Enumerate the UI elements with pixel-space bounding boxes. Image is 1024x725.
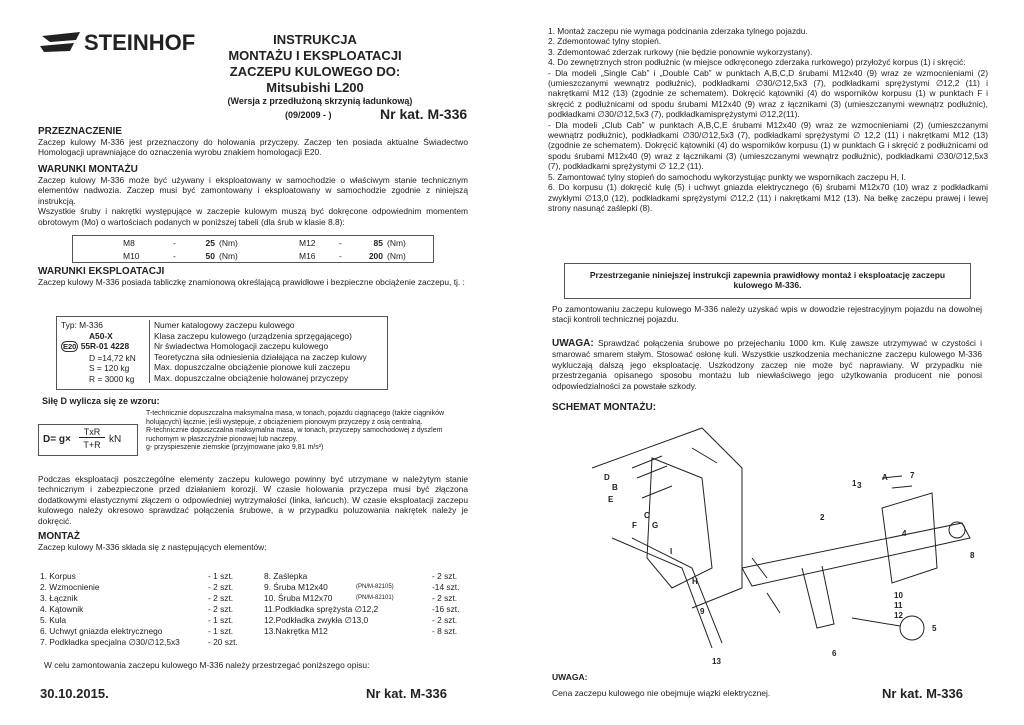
uwaga-label: UWAGA: bbox=[552, 338, 594, 349]
section-heading: WARUNKI MONTAŻU bbox=[38, 164, 138, 175]
formula-definitions bbox=[146, 410, 466, 453]
torque-dash: - bbox=[173, 237, 176, 248]
section-warunki-montazu bbox=[38, 164, 468, 227]
diagram-labels bbox=[604, 471, 975, 666]
part-item: 5. Kula - 1 szt. bbox=[40, 615, 234, 625]
torque-unit: (Nm) bbox=[219, 237, 238, 248]
title-line: ZACZEPU KULOWEGO DO: bbox=[229, 64, 401, 79]
torque-bolt: M8 bbox=[123, 237, 135, 248]
torque-bolt: M12 bbox=[299, 237, 316, 248]
step: - Dla modeli „Club Cab” w punktach A,B,C,E śrubami M12x40 (9) wraz ze wzmocnieniami (2) (umieszczanymi wewnątrz podłużnic), podkładkami ∅30/∅12,5x3 (7), podkładkami sprężystymi ∅ 12,2 (11) i nakrętkami M12 (13) (zgodnie ze schematem). Dokręcić kątowniki (4) do wsporników korpusu (1) w punktach G i skręcić z podłużnicami od spodu śrubami M12x40 (9) wraz z łącznikami (3) (umieszczanymi wewnątrz podłużnic), podkładkami ∅30/∅12,5x3 (7), podkładkami sprężystymi ∅ 12,2 (11). bbox=[548, 119, 988, 172]
torque-value: 85 bbox=[373, 237, 383, 248]
step: 5. Zamontować tylny stopień do samochodu wykorzystując punkty we wspornikach zaczepu H, I. bbox=[548, 171, 906, 182]
formula-def-t: T-technicznie dopuszczalna maksymalna masa, w tonach, pojazdu ciągnącego (także ciągników holujących) łącznie, jeśli występuje, z obciążeniem pionowym przyczepy z osią centralną. bbox=[146, 410, 445, 426]
footer-date: 30.10.2015. bbox=[40, 686, 109, 701]
step: 1. Montaż zaczepu nie wymaga podcinania zderzaka tylnego pojazdu. bbox=[548, 26, 808, 36]
torque-row bbox=[73, 249, 433, 262]
label-9: 9 bbox=[700, 607, 705, 616]
label-3: 3 bbox=[857, 481, 862, 490]
step: 6. Do korpusu (1) dokręcić kulę (5) i uchwyt gniazda elektrycznego (6) śrubami M12x70 (10) wraz z podkładkami zwykłymi ∅13,0 (12), podkładkami sprężystymi ∅12,2 (11) i nakrętkami M12 (13). Na bełkę zaczepu prawej i lewej strony nasunąć zaślepki (8). bbox=[548, 182, 988, 213]
formula-def-r: R-technicznie dopuszczalna maksymalna masa, w tonach, przyczepy samochodowej z dyszlem ruchomym w płaszczyźnie pionowej lub naczepy. bbox=[146, 427, 443, 443]
part-item: 12.Podkładka zwykła ∅13,0 - 2 szt. bbox=[264, 615, 458, 625]
catalog-number: Nr kat. M-336 bbox=[380, 106, 468, 122]
spec-homologation: 55R-01 4228 bbox=[80, 341, 130, 351]
step: 2. Zdemontować tylny stopień. bbox=[548, 36, 662, 47]
label-F: F bbox=[632, 521, 637, 530]
formula-def-g: g- przyspieszenie ziemskie (przyjmowane jako 9,81 m/s²) bbox=[146, 444, 324, 452]
torque-value: 200 bbox=[368, 250, 383, 261]
torque-value: 25 bbox=[205, 237, 215, 248]
section-text: Podczas eksploatacji poszczególne elementy zaczepu kulowego powinny być utrzymane w należytym stanie technicznym i zabezpieczone przed działaniem korozji. W czasie holowania przyczepa musi być złączona dodatkowymi elastycznymi złączem o odpowiedniej wytrzymałości (linka, łańcuch). W czasie eksploatacji zaczepu kulowego należy okresowo sprawdzać połączenia śrubowe, a w przypadku poluzowania nakrętek należy je dokręcić. bbox=[38, 474, 468, 526]
part-item: 6. Uchwyt gniazda elektrycznego - 1 szt. bbox=[40, 626, 234, 636]
spec-desc: Klasa zaczepu kulowego (urządzenia sprzęgającego) bbox=[154, 330, 352, 341]
label-8: 8 bbox=[970, 551, 975, 560]
footer-catalog: Nr kat. M-336 bbox=[882, 686, 963, 701]
part-item: 9. Śruba M12x40 (PN/M-82105) -14 szt. bbox=[264, 582, 460, 592]
torque-value: 50 bbox=[205, 250, 215, 261]
torque-dash: - bbox=[173, 250, 176, 261]
torque-unit: (Nm) bbox=[387, 237, 406, 248]
label-1: 1 bbox=[852, 479, 857, 488]
right-page bbox=[512, 0, 1024, 725]
spec-d: D =14,72 kN bbox=[89, 352, 136, 363]
uwaga-text: Sprawdzać połączenia śrubowe po przejechaniu 1000 km. Kulę zawsze utrzymywać w czystości i smarować smarem stałym. Stosować osłonę kuli. Wszystkie uszkodzenia mechaniczne zaczepu kulowego M-336 wykluczają dalszą jego eksploatację. Uszkodzony zaczep nie może być naprawiany. W przypadku nie przestrzegania opisanego sposobu montażu lub niewłaściwego jego użytkowania producent nie ponosi odpowiedzialności za powstałe szkody. bbox=[552, 338, 982, 391]
bottom-note: Cena zaczepu kulowego nie obejmuje wiązki elektrycznej. bbox=[552, 688, 771, 698]
label-11: 11 bbox=[894, 601, 903, 610]
part-item: 11.Podkładka sprężysta ∅12,2 -16 szt. bbox=[264, 604, 460, 614]
label-B: B bbox=[612, 483, 618, 492]
e20-mark: E20 bbox=[63, 342, 77, 351]
formula-lhs: D= g× bbox=[43, 434, 71, 445]
part-item: 2. Wzmocnienie - 2 szt. bbox=[40, 582, 234, 592]
part-item: 7. Podkładka specjalna ∅30/∅12,5x3 - 20 szt. bbox=[40, 637, 238, 647]
label-10: 10 bbox=[894, 591, 903, 600]
footer-catalog: Nr kat. M-336 bbox=[366, 686, 447, 701]
section-przeznaczenie bbox=[38, 126, 468, 158]
formula-unit: kN bbox=[109, 434, 122, 445]
spec-desc: Nr świadectwa Homologacji zaczepu kulowego bbox=[154, 341, 329, 351]
montaz-outro: W celu zamontowania zaczepu kulowego M-336 należy przestrzegać poniższego opisu: bbox=[44, 660, 370, 670]
part-item: 4. Kątownik - 2 szt. bbox=[40, 604, 234, 614]
steinhof-logo bbox=[40, 28, 210, 56]
section-heading: WARUNKI EKSPLOATACJI bbox=[38, 266, 165, 277]
date-range: (09/2009 - ) bbox=[285, 110, 332, 120]
label-4: 4 bbox=[902, 529, 907, 538]
notice-text: Przestrzeganie niniejszej instrukcji zapewnia prawidłowy montaż i eksploatację zaczepu kulowego M-336. bbox=[589, 270, 946, 290]
torque-dash: - bbox=[339, 237, 342, 248]
nameplate-spec-box bbox=[56, 316, 388, 390]
step: - Dla modeli „Single Cab” i „Double Cab” w punktach A,B,C,D śrubami M12x40 (9) wraz ze wzmocnieniami (2) (umieszczanymi wewnątrz podłużnic), podkładkami ∅30/∅12,5x3 (7), podkładkami sprężystymi ∅12,2 (11) i nakrętkami M12 (13) (zgodnie ze schematem). Dokręcić kątowniki (4) do wsporników korpusu (1) w punktach F i skręcić z podłużnicami od spodu śrubami M12x40 (9) wraz z łącznikami (3) (umieszczanymi wewnątrz podłużnic), podkładkami ∅30/∅12,5x3 (7), podkładkamisprężystymi ∅12,2(11). bbox=[548, 67, 988, 120]
parts-list-right bbox=[264, 571, 474, 637]
label-6: 6 bbox=[832, 649, 837, 658]
spec-r: R = 3000 kg bbox=[89, 373, 135, 384]
after-install-text: Po zamontowaniu zaczepu kulowego M-336 należy uzyskać wpis w dowodzie rejestracyjnym pojazdu na dowolnej stacji kontroli technicznej pojazdu. bbox=[552, 304, 982, 325]
spec-s: S = 120 kg bbox=[89, 363, 130, 373]
label-2: 2 bbox=[820, 513, 825, 522]
torque-unit: (Nm) bbox=[387, 250, 406, 261]
notice-box bbox=[564, 263, 971, 299]
formula-heading: Siłę D wylicza się ze wzoru: bbox=[42, 396, 160, 406]
section-montaz bbox=[38, 531, 468, 552]
torque-unit: (Nm) bbox=[219, 250, 238, 261]
label-G: G bbox=[652, 521, 659, 530]
formula-numerator: TxR bbox=[79, 427, 105, 438]
section-text: Wszystkie śruby i nakrętki występujące w zaczepie kulowym muszą być dokręcone odpowiednim momentem obrotowym (Mo) o wartościach podanych w poniższej tabeli (dla śrub w klasie 8.8): bbox=[38, 206, 468, 227]
spec-values bbox=[61, 320, 147, 384]
section-text: Zaczep kulowy M-336 może być używany i eksploatowany w samochodzie o właściwym stanie technicznym elementów nadwozia. Zaczep musi być zamontowany i eksploatowany w samochodzie zgodnie z niniejszą instrukcją. bbox=[38, 175, 468, 206]
section-warunki-eksploatacji bbox=[38, 266, 468, 287]
spec-desc: Max. dopuszczalne obciążenie holowanej przyczepy bbox=[154, 372, 349, 383]
label-C: C bbox=[644, 511, 650, 520]
parts-list-left bbox=[40, 571, 250, 648]
label-12: 12 bbox=[894, 611, 903, 620]
step: 3. Zdemontować zderzak rurkowy (nie będzie ponownie wykorzystany). bbox=[548, 46, 813, 57]
step: 4. Do zewnętrznych stron podłużnic (w miejsce odkręconego zderzaka rurkowego) przyłożyć korpus (1) i skręcić: bbox=[548, 57, 966, 68]
section-text: Zaczep kulowy M-336 składa się z następujących elementów: bbox=[38, 542, 267, 552]
formula-denominator: T+R bbox=[83, 440, 101, 450]
uwaga-block bbox=[552, 338, 982, 391]
title-line: MONTAŻU I EKSPLOATACJI bbox=[228, 48, 402, 63]
document-title bbox=[210, 32, 420, 96]
label-A: A bbox=[882, 473, 888, 482]
section-heading: PRZEZNACZENIE bbox=[38, 126, 122, 137]
label-13: 13 bbox=[712, 657, 721, 666]
label-D: D bbox=[604, 473, 610, 482]
part-item: 10. Śruba M12x70 (PN/M-82101) - 2 szt. bbox=[264, 593, 458, 603]
label-E: E bbox=[608, 495, 614, 504]
torque-bolt: M16 bbox=[299, 250, 316, 261]
torque-dash: - bbox=[339, 250, 342, 261]
part-item: 8. Zaślepka - 2 szt. bbox=[264, 571, 458, 581]
bottom-uwaga-label: UWAGA: bbox=[552, 672, 588, 682]
spec-class: A50-X bbox=[89, 330, 113, 341]
spec-descriptions bbox=[149, 320, 390, 383]
assembly-diagram bbox=[552, 418, 1012, 668]
spec-desc: Numer katalogowy zaczepu kulowego bbox=[154, 320, 295, 330]
title-line: Mitsubishi L200 bbox=[266, 80, 364, 95]
spec-desc: Teoretyczna siła odniesienia działająca na zaczep kulowy bbox=[154, 351, 367, 362]
section-text: Zaczep kulowy M-336 posiada tabliczkę znamionową określającą prawidłowe i bezpieczne obciążenie zaczepu, tj. : bbox=[38, 277, 465, 287]
part-item: 1. Korpus - 1 szt. bbox=[40, 571, 234, 581]
section-eksploatacja bbox=[38, 474, 468, 526]
label-I: I bbox=[670, 547, 673, 556]
title-line: INSTRUKCJA bbox=[273, 32, 357, 47]
schemat-heading: SCHEMAT MONTAŻU: bbox=[552, 402, 657, 413]
spec-type: Typ: M-336 bbox=[61, 320, 103, 330]
torque-bolt: M10 bbox=[123, 250, 140, 261]
label-5: 5 bbox=[932, 624, 937, 633]
spec-desc: Max. dopuszczalne obciążenie pionowe kuli zaczepu bbox=[154, 362, 350, 372]
label-7: 7 bbox=[910, 471, 915, 480]
label-H: H bbox=[692, 577, 698, 586]
brand-text: STEINHOF bbox=[84, 30, 196, 55]
section-text: Zaczep kulowy M-336 jest przeznaczony do holowania przyczepy. Zaczep ten posiada aktualne Świadectwo Homologacji uprawniające do oznaczenia wyrobu znakiem homologacji E20. bbox=[38, 137, 468, 158]
section-heading: MONTAŻ bbox=[38, 531, 81, 542]
part-item: 3. Łącznik - 2 szt. bbox=[40, 593, 234, 603]
assembly-steps bbox=[548, 26, 988, 213]
torque-table bbox=[72, 235, 434, 263]
formula-box bbox=[38, 424, 138, 456]
torque-row bbox=[73, 236, 433, 249]
part-item: 13.Nakrętka M12 - 8 szt. bbox=[264, 626, 458, 636]
subtitle: (Wersja z przedłużoną skrzynią ładunkową) bbox=[227, 96, 413, 106]
